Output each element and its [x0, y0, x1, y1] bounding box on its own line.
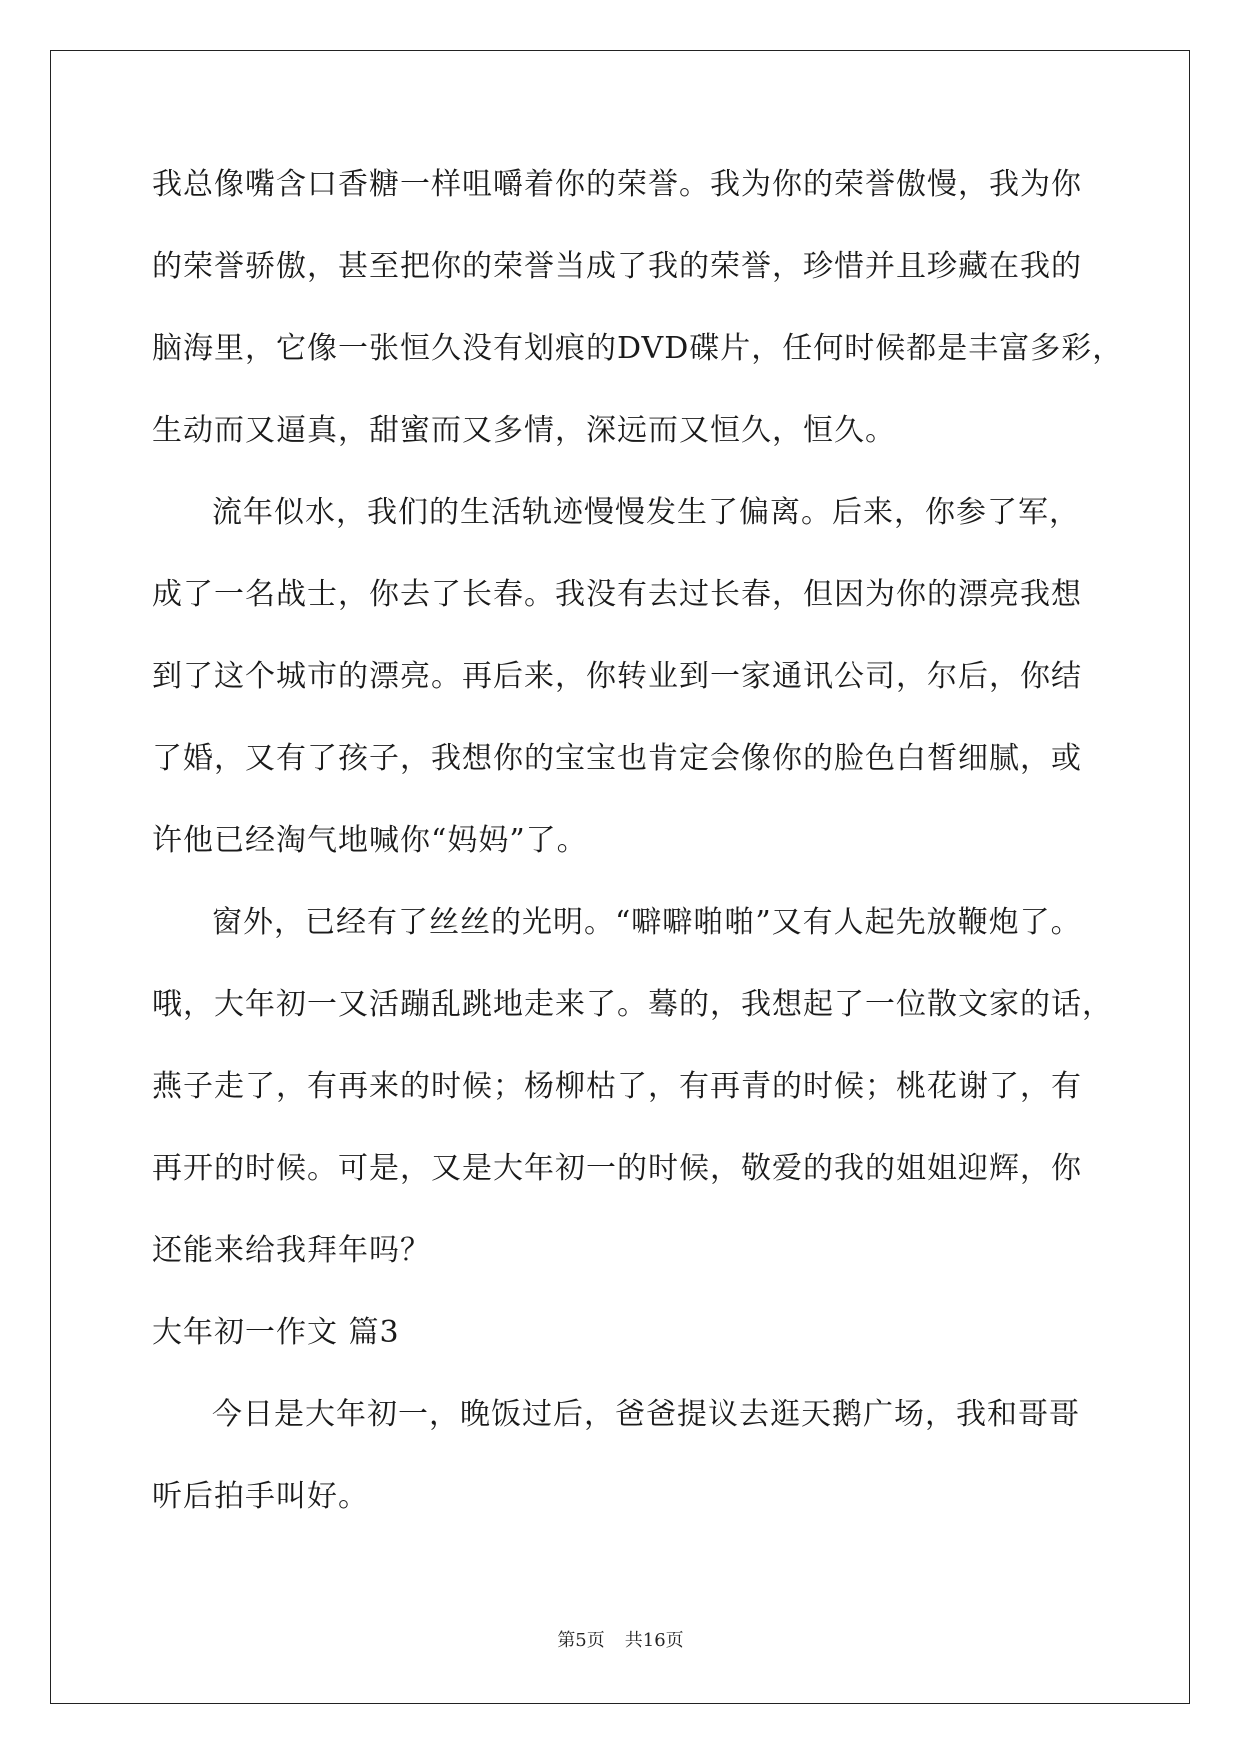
paragraph-2-line-2: 成了一名战士，你去了长春。我没有去过长春，但因为你的漂亮我想 — [152, 577, 1082, 612]
section-heading: 大年初一作文 篇3 — [152, 1315, 400, 1350]
page-footer — [0, 1626, 1241, 1652]
text-line-2: 的荣誉骄傲，甚至把你的荣誉当成了我的荣誉，珍惜并且珍藏在我的 — [152, 249, 1082, 284]
document-body — [152, 160, 1124, 1554]
text-line-4: 生动而又逼真，甜蜜而又多情，深远而又恒久，恒久。 — [152, 413, 896, 448]
paragraph-4-line-2: 听后拍手叫好。 — [152, 1479, 369, 1514]
paragraph-3-line-2: 哦，大年初一又活蹦乱跳地走来了。蓦的，我想起了一位散文家的话， — [152, 987, 1113, 1022]
page-number: 第5页 — [557, 1630, 605, 1651]
paragraph-4-line-1: 今日是大年初一，晚饭过后，爸爸提议去逛天鹅广场，我和哥哥 — [212, 1397, 1080, 1432]
paragraph-3-line-1: 窗外，已经有了丝丝的光明。“噼噼啪啪”又有人起先放鞭炮了。 — [212, 905, 1082, 940]
paragraph-3-line-4: 再开的时候。可是，又是大年初一的时候，敬爱的我的姐姐迎辉，你 — [152, 1151, 1082, 1186]
text-line-1: 我总像嘴含口香糖一样咀嚼着你的荣誉。我为你的荣誉傲慢，我为你 — [152, 167, 1082, 202]
paragraph-3-line-5: 还能来给我拜年吗？ — [152, 1233, 431, 1268]
paragraph-2-line-5: 许他已经淘气地喊你“妈妈”了。 — [152, 823, 588, 858]
text-line-3: 脑海里，它像一张恒久没有划痕的DVD碟片，任何时候都是丰富多彩， — [152, 331, 1124, 366]
paragraph-2-line-3: 到了这个城市的漂亮。再后来，你转业到一家通讯公司，尔后，你结 — [152, 659, 1082, 694]
paragraph-3-line-3: 燕子走了，有再来的时候；杨柳枯了，有再青的时候；桃花谢了，有 — [152, 1069, 1082, 1104]
page-total: 共16页 — [624, 1630, 684, 1651]
paragraph-2-line-1: 流年似水，我们的生活轨迹慢慢发生了偏离。后来，你参了军， — [212, 495, 1080, 530]
paragraph-2-line-4: 了婚，又有了孩子，我想你的宝宝也肯定会像你的脸色白皙细腻，或 — [152, 741, 1082, 776]
